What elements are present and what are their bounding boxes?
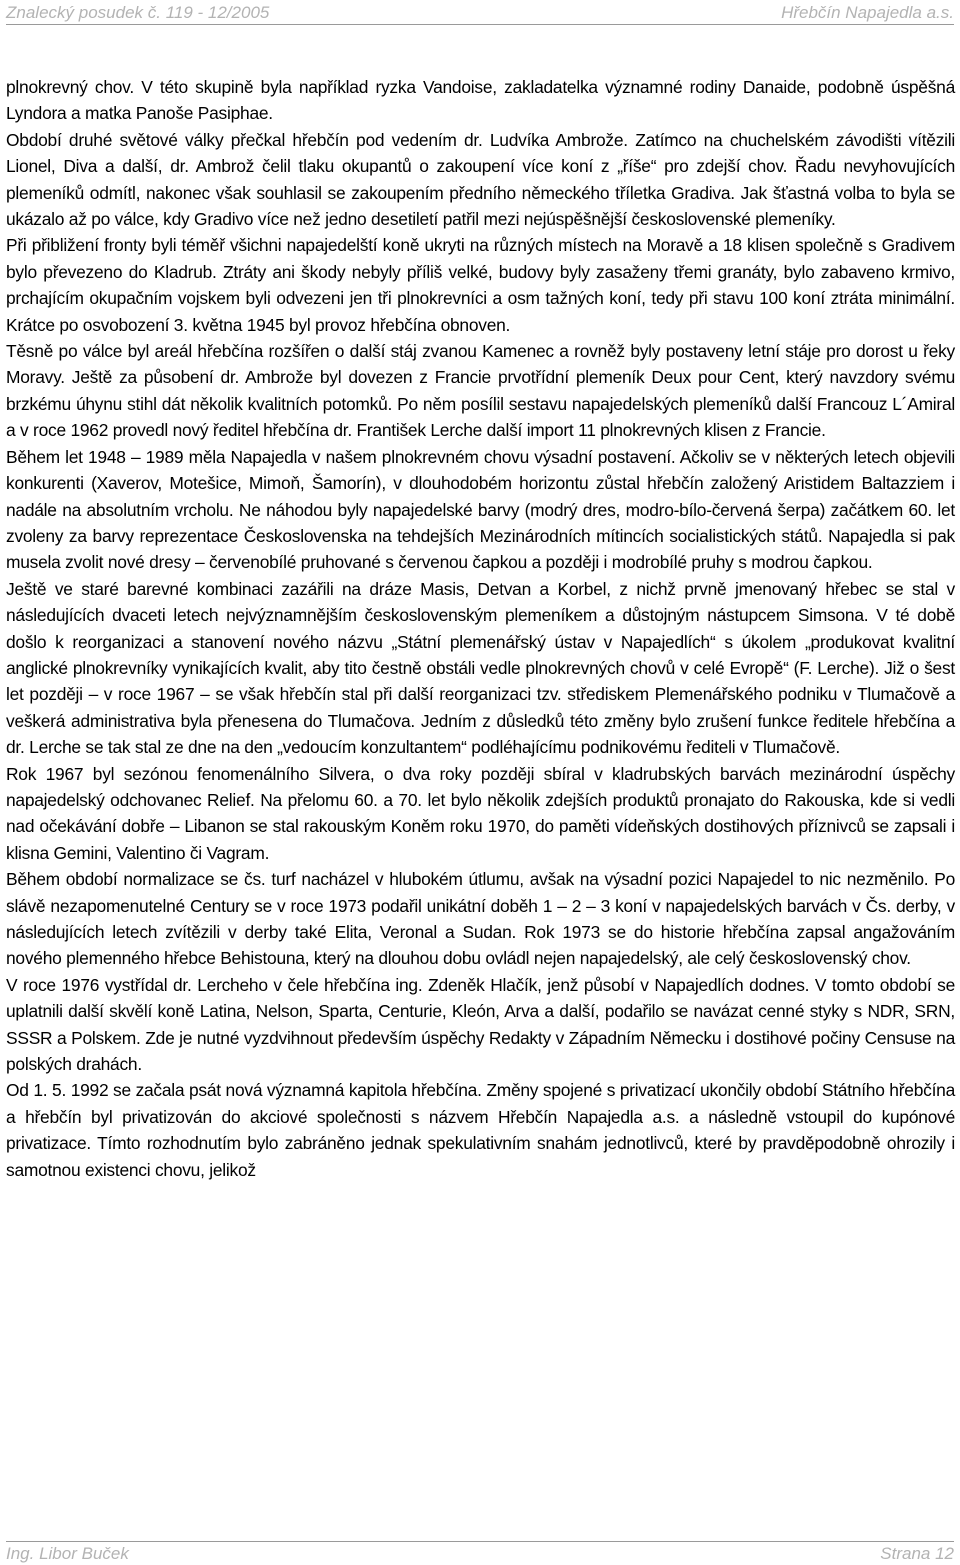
paragraph: Rok 1967 byl sezónou fenomenálního Silvera, o dva roky později sbíral v kladrubských barvách mezinárodní úspěchy napajedelský odchovanec Relief. Na přelomu 60. a 70. let bylo několik zdejších produktů pronajato do Rakouska, kde si vedli nad očekávání dobře – Libanon se stal rakouským Koněm roku 1970, do paměti vídeňských dostihových příznivců se zapsali i klisna Gemini, Valentino či Vagram. — [6, 763, 955, 863]
paragraph: Při přibližení fronty byli téměř všichni napajedelští koně ukryti na různých místech na Moravě a 18 klisen společně s Gradivem bylo převezeno do Kladrub. Ztráty ani škody nebyly příliš velké, budovy byly zasaženy třemi granáty, bylo zabaveno krmivo, prchajícím okupačním vojskem byli odvezeni jen tři plnokrevníci a osm tažných koní, tedy při stavu 100 koní ztráta minimální. Krátce po osvobození 3. května 1945 byl provoz hřebčína obnoven. — [6, 235, 955, 335]
page-header — [6, 2, 954, 26]
footer-page-number: Strana 12 — [880, 1544, 954, 1563]
paragraph: Období druhé světové války přečkal hřebčín pod vedením dr. Ludvíka Ambrože. Zatímco na chuchelském závodišti vítězili Lionel, Diva a další, dr. Ambrož čelil tlaku okupantů o zakoupení více koní z „říše“ pro zdejší chov. Řadu nevyhovujících plemeníků odmítl, nakonec však souhlasil se zakoupením předního německého tříletka Gradiva. Jak šťastná volba to byla se ukázalo až po válce, kdy Gradivo více než jedno desetiletí patřil mezi nejúspěšnější československé plemeníky. — [6, 129, 955, 230]
paragraph: plnokrevný chov. V této skupině byla například ryzka Vandoise, zakladatelka významné rodiny Danaide, podobně úspěšná Lyndora a matka Panoše Pasiphae. — [6, 77, 955, 124]
header-company-name: Hřebčín Napajedla a.s. — [781, 3, 954, 22]
footer-divider — [6, 1541, 954, 1542]
paragraph: Těsně po válce byl areál hřebčína rozšířen o další stáj zvanou Kamenec a rovněž byly postaveny letní stáje pro dorost u řeky Moravy. Ještě za působení dr. Ambrože byl dovezen z Francie prvotřídní plemeník Deux pour Cent, který navzdory svému brzkému úhynu stihl dát několik kvalitních potomků. Po něm posílil sestavu napajedelských plemeníků další Francouz L´Amiral a v roce 1962 provedl nový ředitel hřebčína dr. František Lerche další import 11 plnokrevných klisen z Francie. — [6, 341, 955, 441]
footer-author: Ing. Libor Buček — [6, 1544, 129, 1563]
paragraph: Během období normalizace se čs. turf nacházel v hlubokém útlumu, avšak na výsadní pozici Napajedel to nic nezměnilo. Po slávě nezapomenutelné Century se v roce 1973 podařil unikátní doběh 1 – 2 – 3 koní v napajedelských barvách v Čs. derby, v následujících letech zvítězili v derby také Elita, Veronal a Sudan. Rok 1973 se do historie hřebčína zapsal angažováním nového plemenného hřebce Behistouna, který na dlouhou dobu ovládl nejen napajedelský, ale celý československý chov. — [6, 869, 955, 969]
header-document-title: Znalecký posudek č. 119 - 12/2005 — [6, 3, 270, 22]
page-footer — [6, 1543, 954, 1565]
paragraph: V roce 1976 vystřídal dr. Lercheho v čele hřebčína ing. Zdeněk Hlačík, jenž působí v Napajedlích dodnes. V tomto období se uplatnili další skvělí koně Latina, Nelson, Sparta, Centurie, Kleón, Arva a další, podařilo se navázat cenné styky s NDR, SRN, SSSR a Polskem. Zde je nutné vyzdvihnout především úspěchy Redakty v Západním Německu i dostihové počiny Censuse na polských drahách. — [6, 974, 955, 1075]
paragraph: Od 1. 5. 1992 se začala psát nová významná kapitola hřebčína. Změny spojené s privatizací ukončily období Státního hřebčína a hřebčín byl privatizován do akciové společnosti s názvem Hřebčín Napajedla a.s. a následně vstoupil do kupónové privatizace. Tímto rozhodnutím bylo zabráněno jednak spekulativním snahám jednotlivců, které by pravděpodobně ohrozily i samotnou existenci chovu, jelikož — [6, 1080, 955, 1180]
paragraph: Ještě ve staré barevné kombinaci zazářili na dráze Masis, Detvan a Korbel, z nichž prvně jmenovaný hřebec se stal v následujících dvaceti letech nejvýznamnějším československým plemeníkem a důstojným nástupcem Simsona. V té době došlo k reorganizaci a stanovení nového názvu „Státní plemenářský ústav v Napajedlích“ s úkolem „produkovat kvalitní anglické plnokrevníky vynikajících kvalit, aby tito čestně obstáli vedle plnokrevných chovů v celé Evropě“ (F. Lerche). Již o šest let později – v roce 1967 – se však hřebčín stal při další reorganizaci tzv. střediskem Plemenářského podniku v Tlumačově a veškerá administrativa byla přenesena do Tlumačova. Jedním z důsledků této změny bylo zrušení funkce ředitele hřebčína a dr. Lerche se tak stal ze dne na den „vedoucím konzultantem“ podléhajícímu podnikovému řediteli v Tlumačově. — [6, 578, 955, 758]
document-body — [6, 74, 955, 1183]
paragraph: Během let 1948 – 1989 měla Napajedla v našem plnokrevném chovu výsadní postavení. Ačkoliv se v některých letech objevili konkurenti (Xaverov, Motešice, Mimoň, Šamorín), v dlouhodobém horizontu zůstal hřebčín založený Aristidem Baltazziem i nadále na absolutním vrcholu. Ne náhodou byly napajedelské barvy (modrý dres, modro-bílo-červená šerpa) začátkem 60. let zvoleny za barvy reprezentace Československa na tehdejších Mezinárodních mítincích socialistických států. Napajedla si pak musela zvolit nové dresy – červenobílé pruhované s červenou čapkou a později i modrobílé pruhy s modrou čapkou. — [6, 446, 955, 573]
header-divider — [6, 24, 954, 25]
